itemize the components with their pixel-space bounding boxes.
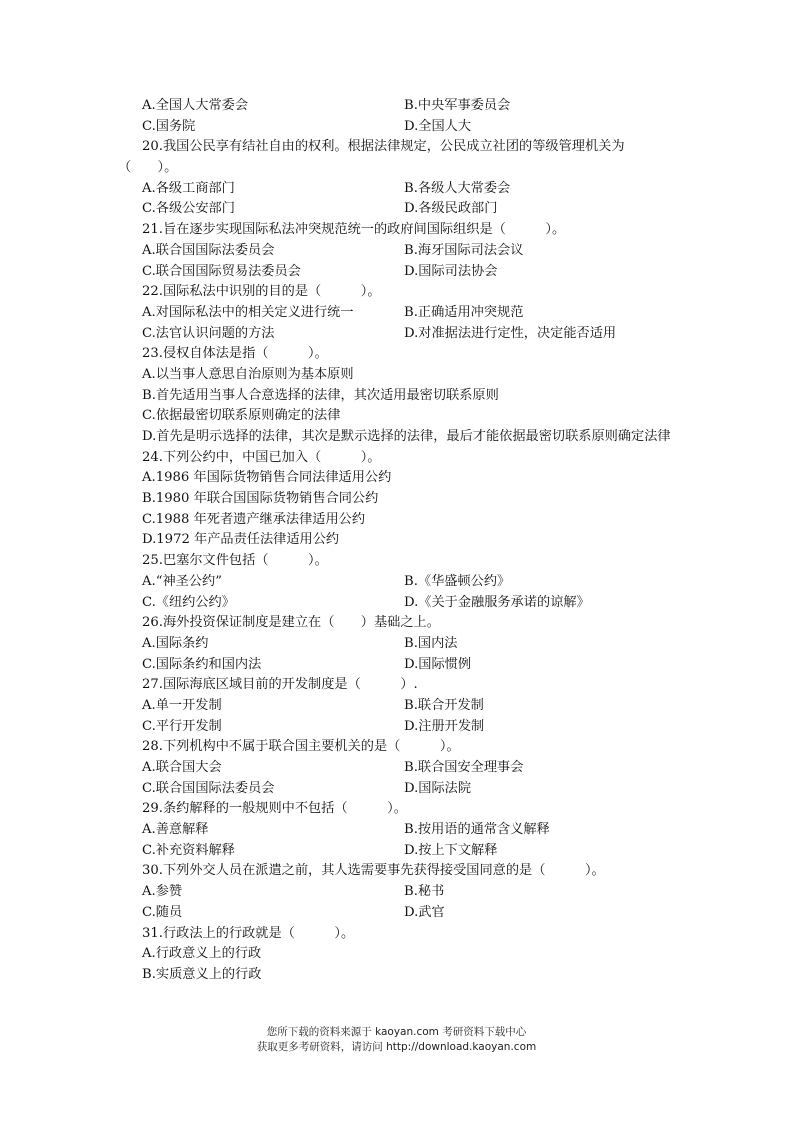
- option-row: [118, 241, 678, 262]
- answer-option: D.各级民政部门: [404, 201, 498, 217]
- answer-option: D.对准据法进行定性，决定能否适用: [404, 325, 617, 341]
- answer-option: B.联合开发制: [404, 697, 484, 713]
- option-row: [118, 179, 678, 200]
- answer-option: B.正确适用冲突规范: [404, 304, 524, 320]
- answer-option: C.平行开发制: [142, 718, 222, 734]
- answer-option: C.依据最密切联系原则确定的法律: [142, 408, 341, 424]
- question-stem: 23.侵权自体法是指（ ）。: [142, 346, 328, 362]
- answer-option: B.1980 年联合国国际货物销售合同公约: [142, 491, 379, 507]
- answer-option: D.《关于金融服务承诺的谅解》: [404, 594, 590, 610]
- option-row: [118, 262, 678, 283]
- answer-option: D.注册开发制: [404, 718, 485, 734]
- answer-option: A.以当事人意思自治原则为基本原则: [142, 366, 354, 382]
- answer-option: C.各级公安部门: [142, 201, 235, 217]
- question-stem: 29.条约解释的一般规则中不包括（ ）。: [142, 801, 407, 817]
- answer-option: B.各级人大常委会: [404, 180, 511, 196]
- answer-option: B.首先适用当事人合意选择的法律，其次适用最密切联系原则: [142, 387, 499, 403]
- option-row: [118, 117, 678, 138]
- answer-option: A.1986 年国际货物销售合同法律适用公约: [142, 470, 392, 486]
- answer-option: D.武官: [404, 904, 445, 920]
- answer-option: A.对国际私法中的相关定义进行统一: [142, 304, 354, 320]
- answer-option: B.联合国安全理事会: [404, 760, 524, 776]
- question-list: [118, 96, 678, 986]
- answer-option: C.国际条约和国内法: [142, 656, 262, 672]
- answer-option: B.实质意义上的行政: [142, 966, 262, 982]
- option-row: [118, 841, 678, 862]
- option-row: [118, 903, 678, 924]
- answer-option: B.海牙国际司法会议: [404, 242, 524, 258]
- answer-option: C.国务院: [142, 118, 196, 134]
- question-stem: 24.下列公约中，中国已加入（ ）。: [142, 449, 381, 465]
- answer-option: B.《华盛顿公约》: [404, 573, 511, 589]
- option-row: [118, 96, 678, 117]
- answer-option: C.《纽约公约》: [142, 594, 235, 610]
- answer-option: C.法官认识问题的方法: [142, 325, 275, 341]
- answer-option: D.按上下文解释: [404, 842, 498, 858]
- option-row: [118, 572, 678, 593]
- question-stem: 20.我国公民享有结社自由的权利。根据法律规定，公民成立社团的等级管理机关为（ ）。: [118, 139, 625, 176]
- question-stem: 25.巴塞尔文件包括（ ）。: [142, 553, 328, 569]
- answer-option: A.善意解释: [142, 822, 209, 838]
- page-footer: [0, 1025, 793, 1055]
- answer-option: A.各级工商部门: [142, 180, 235, 196]
- option-row: [118, 779, 678, 800]
- answer-option: A.国际条约: [142, 635, 209, 651]
- option-row: [118, 634, 678, 655]
- option-row: [118, 324, 678, 345]
- answer-option: D.1972 年产品责任法律适用公约: [142, 532, 340, 548]
- answer-option: A.单一开发制: [142, 697, 222, 713]
- answer-option: A.行政意义上的行政: [142, 946, 262, 962]
- question-stem: 22.国际私法中识别的目的是（ ）。: [142, 284, 381, 300]
- option-row: [118, 696, 678, 717]
- answer-option: A.“神圣公约”: [142, 573, 222, 589]
- option-row: [118, 820, 678, 841]
- answer-option: B.按用语的通常含义解释: [404, 822, 550, 838]
- question-stem: 27.国际海底区域目前的开发制度是（ ）.: [142, 677, 418, 693]
- footer-source-line: 您所下载的资料来源于 kaoyan.com 考研资料下载中心: [266, 1026, 527, 1038]
- answer-option: A.参赞: [142, 884, 183, 900]
- answer-option: D.全国人大: [404, 118, 472, 134]
- answer-option: C.补充资料解释: [142, 842, 235, 858]
- answer-option: C.联合国国际贸易法委员会: [142, 263, 301, 279]
- question-stem: 26.海外投资保证制度是建立在（ ）基础之上。: [142, 615, 440, 631]
- option-row: [118, 199, 678, 220]
- option-row: [118, 593, 678, 614]
- option-row: [118, 882, 678, 903]
- answer-option: D.国际法院: [404, 780, 472, 796]
- question-stem: 30.下列外交人员在派遣之前，其人选需要事先获得接受国同意的是（ ）。: [142, 863, 605, 879]
- question-stem: 31.行政法上的行政就是（ ）。: [142, 925, 355, 941]
- question-stem: 28.下列机构中不属于联合国主要机关的是（ ）。: [142, 739, 460, 755]
- footer-link-line[interactable]: 获取更多考研资料，请访问 http://download.kaoyan.com: [256, 1041, 537, 1053]
- answer-option: B.秘书: [404, 884, 445, 900]
- answer-option: A.联合国国际法委员会: [142, 242, 275, 258]
- answer-option: C.联合国国际法委员会: [142, 780, 275, 796]
- option-row: [118, 303, 678, 324]
- question-stem: 21.旨在逐步实现国际私法冲突规范统一的政府间国际组织是（ ）。: [142, 222, 566, 238]
- answer-option: D.首先是明示选择的法律，其次是默示选择的法律，最后才能依据最密切联系原则确定法律: [142, 429, 671, 445]
- answer-option: C.随员: [142, 904, 183, 920]
- option-row: [118, 717, 678, 738]
- answer-option: D.国际司法协会: [404, 263, 498, 279]
- answer-option: A.全国人大常委会: [142, 98, 249, 113]
- answer-option: B.中央军事委员会: [404, 98, 511, 113]
- answer-option: C.1988 年死者遗产继承法律适用公约: [142, 511, 366, 527]
- answer-option: B.国内法: [404, 635, 458, 651]
- option-row: [118, 655, 678, 676]
- answer-option: D.国际惯例: [404, 656, 472, 672]
- option-row: [118, 758, 678, 779]
- answer-option: A.联合国大会: [142, 760, 222, 776]
